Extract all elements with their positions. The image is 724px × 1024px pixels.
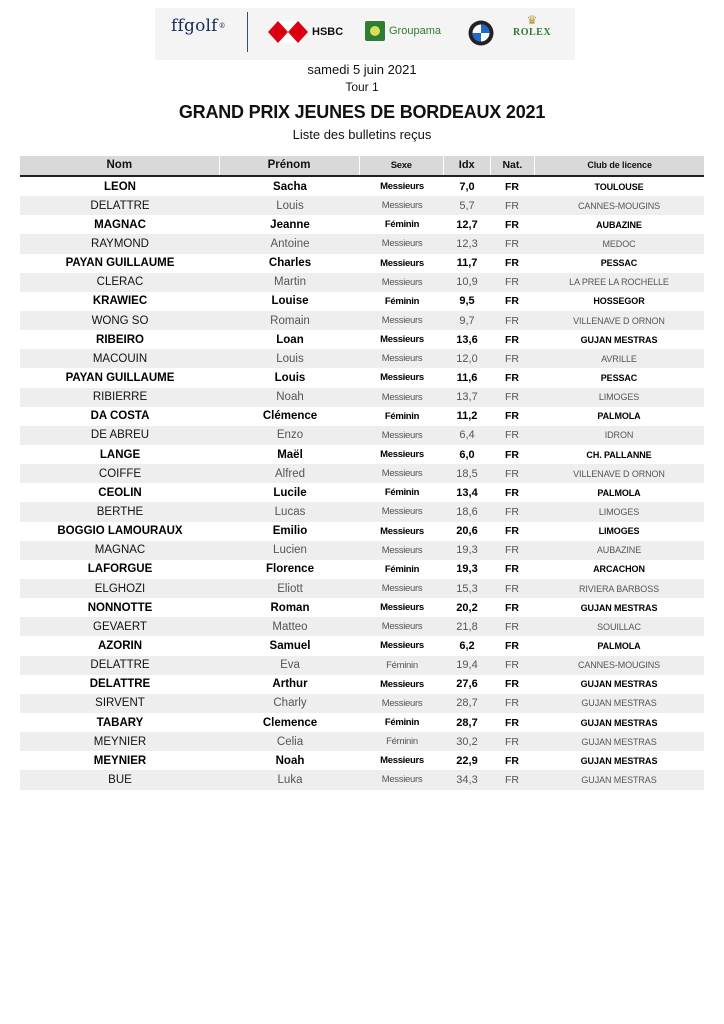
cell-prenom: Antoine (270, 237, 310, 250)
cell-sexe: Messieurs (380, 525, 424, 537)
cell-nom: BERTHE (96, 505, 144, 518)
table-row (20, 675, 704, 694)
column-header-idx: Idx (444, 156, 491, 175)
cell-idx: 19,3 (456, 544, 478, 557)
cell-nat: FR (505, 601, 519, 614)
cell-idx: 13,4 (456, 486, 478, 499)
cell-nom: LAFORGUE (87, 563, 153, 576)
cell-sexe: Messieurs (381, 238, 423, 250)
cell-sexe: Messieurs (381, 353, 423, 365)
cell-prenom: Lucas (274, 505, 306, 518)
rolex-crown-icon: ♛ (526, 13, 538, 27)
cell-prenom: Clémence (262, 410, 318, 423)
cell-club: GUJAN MESTRAS (581, 736, 657, 747)
cell-nom: CLERAC (96, 276, 144, 289)
cell-nom: KRAWIEC (92, 295, 148, 308)
cell-sexe: Messieurs (380, 755, 424, 767)
cell-club: TOULOUSE (594, 181, 644, 192)
sponsor-logo-band (155, 8, 575, 60)
table-row (20, 770, 704, 789)
table-row (20, 349, 704, 368)
cell-nat: FR (505, 276, 519, 289)
cell-idx: 6,4 (459, 429, 475, 442)
cell-club: AUBAZINE (596, 545, 642, 556)
table-row (20, 751, 704, 770)
cell-club: VILLENAVE D ORNON (573, 315, 665, 326)
cell-nom: MAGNAC (94, 544, 146, 557)
cell-idx: 12,3 (456, 237, 478, 250)
cell-idx: 7,0 (459, 180, 475, 193)
cell-nom: RIBIERRE (92, 391, 148, 404)
hsbc-wordmark: HSBC (312, 26, 344, 38)
cell-club: GUJAN MESTRAS (581, 774, 657, 785)
cell-nat: FR (505, 582, 519, 595)
cell-nat: FR (505, 678, 519, 691)
table-row (20, 579, 704, 598)
cell-sexe: Messieurs (381, 544, 423, 556)
cell-nat: FR (505, 352, 519, 365)
logo-divider (247, 12, 248, 52)
cell-prenom: Arthur (272, 678, 308, 691)
cell-club: CANNES-MOUGINS (577, 660, 661, 671)
cell-nat: FR (505, 448, 519, 461)
cell-nom: NONNOTTE (87, 601, 153, 614)
cell-idx: 11,7 (456, 257, 478, 270)
cell-nat: FR (505, 371, 519, 384)
event-date: samedi 5 juin 2021 (307, 62, 417, 77)
cell-nom: SIRVENT (95, 697, 145, 710)
cell-prenom: Florence (266, 563, 314, 576)
cell-nat: FR (505, 525, 519, 538)
cell-club: PALMOLA (597, 487, 641, 498)
groupama-leaf-icon (365, 21, 385, 41)
groupama-logo (365, 21, 441, 41)
cell-nat: FR (505, 544, 519, 557)
entries-table (20, 156, 704, 790)
cell-prenom: Charles (268, 257, 312, 270)
cell-club: LIMOGES (598, 506, 640, 517)
cell-prenom: Eliott (277, 582, 303, 595)
cell-idx: 19,3 (456, 563, 478, 576)
cell-prenom: Samuel (269, 639, 311, 652)
cell-club: RIVIERA BARBOSS (578, 583, 660, 594)
cell-nom: PAYAN GUILLAUME (65, 257, 175, 270)
cell-sexe: Messieurs (381, 697, 423, 709)
cell-idx: 9,7 (459, 314, 475, 327)
cell-idx: 28,7 (456, 697, 478, 710)
cell-sexe: Messieurs (381, 391, 423, 403)
column-header-prenom: Prénom (220, 156, 360, 175)
cell-prenom: Noah (275, 754, 305, 767)
cell-sexe: Messieurs (381, 774, 423, 786)
cell-idx: 18,6 (456, 505, 478, 518)
cell-idx: 12,0 (456, 352, 478, 365)
cell-prenom: Roman (270, 601, 310, 614)
table-row (20, 464, 704, 483)
cell-nom: COIFFE (98, 467, 142, 480)
cell-nat: FR (505, 410, 519, 423)
cell-prenom: Luka (277, 773, 303, 786)
cell-prenom: Lucien (273, 544, 307, 557)
cell-nat: FR (505, 314, 519, 327)
cell-club: LIMOGES (598, 392, 640, 403)
table-row (20, 177, 704, 196)
table-row (20, 388, 704, 407)
cell-club: GUJAN MESTRAS (580, 334, 658, 345)
table-row (20, 483, 704, 502)
table-row (20, 598, 704, 617)
cell-prenom: Louise (271, 295, 309, 308)
cell-nat: FR (505, 563, 519, 576)
cell-idx: 30,2 (456, 735, 478, 748)
cell-club: GUJAN MESTRAS (580, 717, 658, 728)
cell-sexe: Féminin (384, 717, 420, 728)
cell-nat: FR (505, 237, 519, 250)
cell-nat: FR (505, 257, 519, 270)
cell-club: AVRILLE (601, 353, 637, 364)
cell-idx: 6,2 (459, 639, 475, 652)
cell-club: GUJAN MESTRAS (580, 755, 658, 766)
cell-prenom: Matteo (272, 620, 308, 633)
cell-nom: ELGHOZI (94, 582, 146, 595)
cell-nom: DA COSTA (90, 410, 150, 423)
cell-sexe: Féminin (384, 295, 420, 307)
table-row (20, 560, 704, 579)
cell-nat: FR (505, 735, 519, 748)
cell-sexe: Messieurs (380, 372, 424, 384)
table-row (20, 656, 704, 675)
table-row (20, 502, 704, 521)
document-subtitle: Liste des bulletins reçus (292, 127, 432, 142)
cell-prenom: Martin (274, 276, 306, 289)
cell-nat: FR (505, 429, 519, 442)
cell-nom: MEYNIER (93, 754, 147, 767)
cell-prenom: Louis (276, 199, 304, 212)
cell-sexe: Messieurs (381, 621, 423, 633)
cell-nom: DELATTRE (90, 659, 150, 672)
table-row (20, 426, 704, 445)
cell-idx: 22,9 (456, 754, 478, 767)
cell-nat: FR (505, 505, 519, 518)
table-row (20, 713, 704, 732)
registered-mark: ® (218, 22, 226, 30)
cell-idx: 12,7 (456, 218, 478, 231)
cell-sexe: Messieurs (380, 602, 424, 614)
cell-idx: 10,9 (456, 276, 478, 289)
cell-nat: FR (505, 697, 519, 710)
cell-idx: 21,8 (456, 620, 478, 633)
cell-nom: WONG SO (91, 314, 149, 327)
table-row (20, 541, 704, 560)
cell-nom: LEON (104, 180, 136, 193)
table-row (20, 292, 704, 311)
bmw-logo (468, 20, 494, 46)
ffgolf-wordmark: ffgolf (171, 16, 218, 36)
cell-idx: 19,4 (456, 659, 478, 672)
hsbc-logo (268, 21, 343, 43)
cell-prenom: Eva (280, 659, 300, 672)
cell-nat: FR (505, 659, 519, 672)
table-row (20, 636, 704, 655)
groupama-wordmark: Groupama (389, 25, 441, 37)
cell-nom: AZORIN (97, 639, 143, 652)
cell-prenom: Enzo (276, 429, 304, 442)
cell-idx: 5,7 (459, 199, 475, 212)
cell-sexe: Messieurs (380, 678, 424, 690)
cell-idx: 27,6 (456, 678, 478, 691)
table-body (20, 177, 704, 790)
table-row (20, 196, 704, 215)
cell-nat: FR (505, 218, 519, 231)
cell-sexe: Messieurs (381, 315, 423, 327)
cell-prenom: Emilio (272, 525, 308, 538)
cell-club: GUJAN MESTRAS (580, 602, 658, 613)
cell-prenom: Jeanne (270, 218, 310, 231)
rolex-wordmark: ROLEX (513, 27, 552, 38)
cell-sexe: Messieurs (380, 257, 424, 269)
cell-club: MEDOC (602, 238, 636, 249)
cell-sexe: Féminin (384, 563, 420, 575)
ffgolf-logo (171, 16, 226, 36)
cell-club: PALMOLA (597, 640, 641, 651)
cell-sexe: Féminin (384, 410, 420, 422)
cell-idx: 9,5 (459, 295, 475, 308)
bmw-roundel-icon (468, 20, 494, 46)
cell-nat: FR (505, 639, 519, 652)
cell-nom: MEYNIER (93, 735, 147, 748)
cell-prenom: Celia (276, 735, 304, 748)
cell-nom: MACOUIN (92, 352, 148, 365)
cell-prenom: Clemence (262, 716, 318, 729)
cell-nat: FR (505, 486, 519, 499)
cell-nom: MAGNAC (94, 218, 146, 231)
cell-sexe: Féminin (386, 736, 418, 748)
table-row (20, 273, 704, 292)
table-row (20, 445, 704, 464)
cell-nom: BOGGIO LAMOURAUX (57, 525, 183, 538)
document-title: GRAND PRIX JEUNES DE BORDEAUX 2021 (178, 102, 546, 122)
cell-nat: FR (505, 295, 519, 308)
cell-club: HOSSEGOR (593, 296, 645, 307)
cell-prenom: Romain (270, 314, 310, 327)
cell-sexe: Messieurs (380, 181, 424, 193)
cell-prenom: Louis (274, 371, 306, 384)
cell-nat: FR (505, 333, 519, 346)
cell-idx: 11,6 (456, 371, 478, 384)
table-row (20, 330, 704, 349)
cell-prenom: Alfred (274, 467, 306, 480)
cell-idx: 18,5 (456, 467, 478, 480)
cell-idx: 20,6 (456, 525, 478, 538)
cell-nom: BUE (108, 773, 132, 786)
cell-sexe: Messieurs (381, 429, 423, 441)
cell-nom: CEOLIN (98, 486, 142, 499)
cell-nom: DELATTRE (89, 678, 151, 691)
cell-club: PESSAC (600, 258, 638, 269)
round-label: Tour 1 (345, 80, 379, 94)
table-row (20, 522, 704, 541)
table-row (20, 254, 704, 273)
cell-nom: RIBEIRO (96, 333, 144, 346)
cell-nat: FR (505, 467, 519, 480)
cell-sexe: Messieurs (380, 640, 424, 652)
cell-club: CANNES-MOUGINS (577, 200, 661, 211)
table-row (20, 617, 704, 636)
cell-nat: FR (505, 754, 519, 767)
table-row (20, 368, 704, 387)
cell-prenom: Louis (276, 352, 304, 365)
cell-nom: DELATTRE (90, 199, 150, 212)
cell-sexe: Messieurs (381, 200, 423, 212)
cell-sexe: Féminin (386, 659, 418, 671)
cell-idx: 15,3 (456, 582, 478, 595)
table-header-row (20, 156, 704, 177)
table-row (20, 215, 704, 234)
cell-idx: 6,0 (459, 448, 475, 461)
cell-club: CH. PALLANNE (586, 449, 652, 460)
cell-nat: FR (505, 391, 519, 404)
cell-idx: 11,2 (456, 410, 478, 423)
cell-club: SOUILLAC (597, 621, 641, 632)
cell-sexe: Féminin (384, 219, 420, 231)
cell-sexe: Messieurs (380, 334, 424, 346)
cell-club: PESSAC (600, 372, 638, 383)
cell-prenom: Noah (276, 391, 304, 404)
cell-club: GUJAN MESTRAS (580, 679, 658, 690)
column-header-nom: Nom (20, 156, 220, 175)
table-row (20, 311, 704, 330)
cell-club: AUBAZINE (596, 219, 642, 230)
hsbc-hexagon-icon (268, 21, 308, 43)
cell-sexe: Messieurs (381, 276, 423, 288)
cell-nat: FR (505, 620, 519, 633)
cell-nom: PAYAN GUILLAUME (65, 371, 175, 384)
cell-nat: FR (505, 716, 519, 729)
cell-nom: TABARY (96, 716, 144, 729)
cell-club: ARCACHON (593, 564, 645, 575)
cell-sexe: Messieurs (381, 583, 423, 595)
cell-nat: FR (505, 773, 519, 786)
cell-prenom: Maël (277, 448, 303, 461)
cell-prenom: Lucile (273, 486, 307, 499)
cell-nat: FR (505, 199, 519, 212)
cell-nom: GEVAERT (93, 620, 147, 633)
cell-idx: 28,7 (456, 716, 478, 729)
cell-idx: 20,2 (456, 601, 478, 614)
cell-club: LIMOGES (598, 526, 640, 537)
table-row (20, 694, 704, 713)
cell-nom: DE ABREU (90, 429, 150, 442)
cell-sexe: Féminin (384, 487, 420, 499)
cell-nat: FR (505, 180, 519, 193)
rolex-logo (513, 14, 551, 38)
table-row (20, 234, 704, 253)
cell-idx: 34,3 (456, 773, 478, 786)
column-header-nat: Nat. (491, 156, 536, 175)
table-row (20, 407, 704, 426)
cell-idx: 13,7 (456, 391, 478, 404)
cell-prenom: Loan (276, 333, 304, 346)
table-row (20, 732, 704, 751)
cell-club: PALMOLA (597, 411, 641, 422)
cell-club: LA PREE LA ROCHELLE (569, 277, 669, 288)
cell-club: GUJAN MESTRAS (581, 698, 657, 709)
cell-sexe: Messieurs (380, 449, 424, 461)
cell-prenom: Sacha (273, 180, 307, 193)
cell-idx: 13,6 (456, 333, 478, 346)
cell-prenom: Charly (273, 697, 307, 710)
cell-club: IDRON (604, 430, 634, 441)
cell-sexe: Messieurs (381, 468, 423, 480)
column-header-club: Club de licence (587, 160, 652, 170)
cell-sexe: Messieurs (381, 506, 423, 518)
cell-club: VILLENAVE D ORNON (573, 468, 665, 479)
cell-nom: RAYMOND (91, 237, 149, 250)
column-header-sexe: Sexe (360, 156, 444, 175)
cell-nom: LANGE (99, 448, 141, 461)
